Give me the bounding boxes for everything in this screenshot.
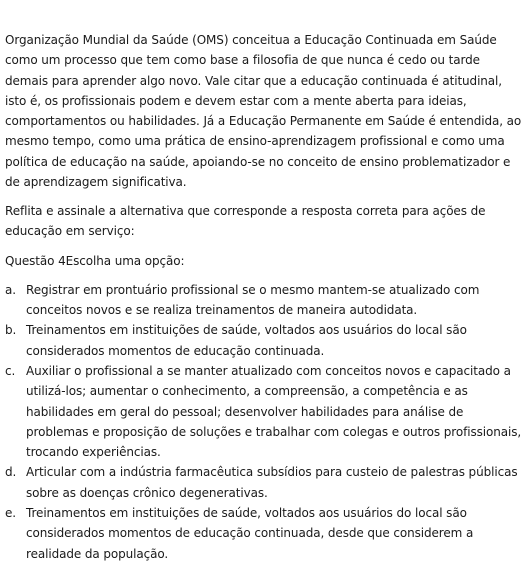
instruction-paragraph: Reflita e assinale a alternativa que corresponde a resposta correta para ações de educação em serviço: — [5, 203, 486, 239]
question-title: Questão 4Escolha uma opção: — [5, 253, 185, 268]
option-text: Treinamentos em instituições de saúde, voltados aos usuários do local são considerados momentos de educação continuada, desde que considerem a realidade da população. — [26, 506, 474, 561]
option-letter: b. — [5, 323, 17, 338]
option-b[interactable] — [5, 320, 526, 361]
option-d[interactable] — [5, 462, 526, 503]
option-text: Treinamentos em instituições de saúde, voltados aos usuários do local são considerados momentos de educação continuada. — [26, 323, 467, 358]
option-letter: e. — [5, 506, 16, 521]
option-letter: a. — [5, 282, 16, 297]
option-letter: c. — [5, 363, 16, 378]
option-text: Registrar em prontuário profissional se o mesmo mantem-se atualizado com conceitos novos e se realiza treinamentos de maneira autodidata. — [26, 282, 480, 318]
option-e[interactable] — [5, 503, 526, 564]
intro-paragraph: Organização Mundial da Saúde (OMS) conceitua a Educação Continuada em Saúde como um processo que tem como base a filosofia de que nunca é cedo ou tarde demais para aprender algo novo. Vale citar que a educação continuada é atitudinal, isto é, os profissionais podem e devem estar com a mente aberta para ideias, comportamentos ou habilidades. Já a Educação Permanente em Saúde é entendida, ao mesmo tempo, como uma prática de ensino-aprendizagem profissional e como uma política de educação na saúde, apoiando-se no conceito de ensino problematizador e de aprendizagem significativa. — [5, 33, 522, 190]
option-letter: d. — [5, 465, 17, 480]
option-text: Auxiliar o profissional a se manter atualizado com conceitos novos e capacitado a utilizá-los; aumentar o conhecimento, a compreensão, a competência e as habilidades em geral do pessoal; desenvolver habilidades para análise de problemas e proposição de soluções e trabalhar com colegas e outros profissionais, trocando experiências. — [26, 363, 522, 460]
option-text: Articular com a indústria farmacêutica subsídios para custeio de palestras públicas sobre as doenças crônico degenerativas. — [26, 465, 518, 500]
answer-options — [5, 280, 526, 564]
option-a[interactable] — [5, 280, 526, 321]
option-c[interactable] — [5, 361, 526, 462]
